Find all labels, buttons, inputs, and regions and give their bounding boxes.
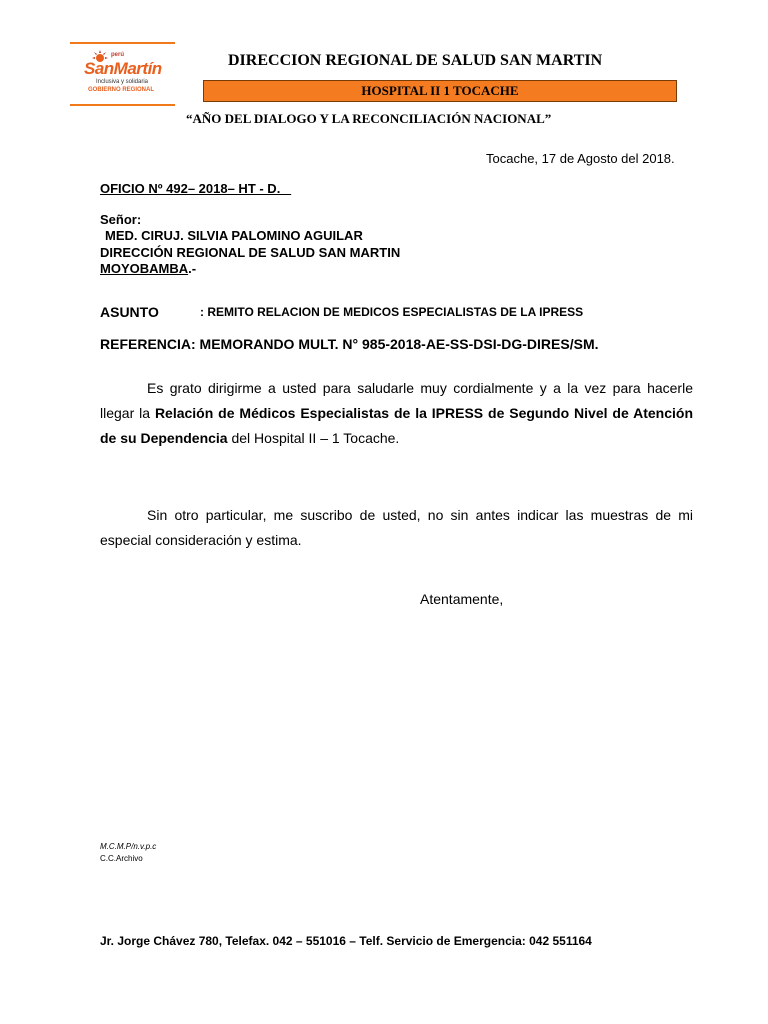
footer-address: Jr. Jorge Chávez 780, Telefax. 042 – 551016 – Telf. Servicio de Emergencia: 042 551164: [100, 934, 592, 948]
closing-salutation: Atentamente,: [420, 591, 504, 607]
reference-line: REFERENCIA: MEMORANDO MULT. N° 985-2018-AE-SS-DSI-DG-DIRES/SM.: [100, 336, 599, 352]
subject-text: : REMITO RELACION DE MEDICOS ESPECIALISTAS DE LA IPRESS: [200, 305, 584, 319]
logo-government-text: GOBIERNO REGIONAL: [88, 87, 155, 93]
body-p1-start: Es grato dirigirme a usted para saludarle muy cordialmente y a la vez para hacerle llegar la: [100, 380, 693, 421]
body-p1-end: del Hospital II – 1 Tocache.: [227, 430, 400, 446]
recipient-city-suffix: .-: [188, 261, 197, 276]
logo-brand-text: SanMartín: [84, 59, 162, 78]
hospital-banner: [203, 80, 677, 102]
recipient-city-name: MOYOBAMBA: [100, 261, 189, 276]
year-motto: “AÑO DEL DIALOGO Y LA RECONCILIACIÓN NACIONAL”: [186, 111, 552, 126]
logo-peru-text: perú: [111, 52, 125, 58]
recipient-organization: DIRECCIÓN REGIONAL DE SALUD SAN MARTIN: [100, 245, 401, 260]
carbon-copy: C.C.Archivo: [100, 854, 143, 863]
body-p1-bold: Relación de Médicos Especialistas de la IPRESS de Segundo Nivel de Atención de su Dependencia: [100, 405, 693, 446]
date-line: Tocache, 17 de Agosto del 2018.: [486, 151, 675, 166]
recipient-city: [100, 261, 196, 276]
recipient-salutation: Señor:: [100, 212, 142, 227]
hospital-name: HOSPITAL II 1 TOCACHE: [361, 83, 519, 98]
institution-title: DIRECCION REGIONAL DE SALUD SAN MARTIN: [228, 52, 603, 69]
logo-tagline: Inclusiva y solidaria: [96, 79, 149, 85]
author-initials: M.C.M.P/n.v.p.c: [100, 842, 157, 851]
subject-label: ASUNTO: [100, 304, 159, 320]
body-paragraph-1: [100, 376, 693, 451]
oficio-number: OFICIO Nº 492– 2018– HT - D.: [100, 181, 292, 196]
body-paragraph-2: Sin otro particular, me suscribo de usted, no sin antes indicar las muestras de mi especial consideración y estima.: [100, 507, 693, 548]
recipient-name: MED. CIRUJ. SILVIA PALOMINO AGUILAR: [105, 228, 363, 243]
regional-government-logo: [70, 42, 175, 106]
